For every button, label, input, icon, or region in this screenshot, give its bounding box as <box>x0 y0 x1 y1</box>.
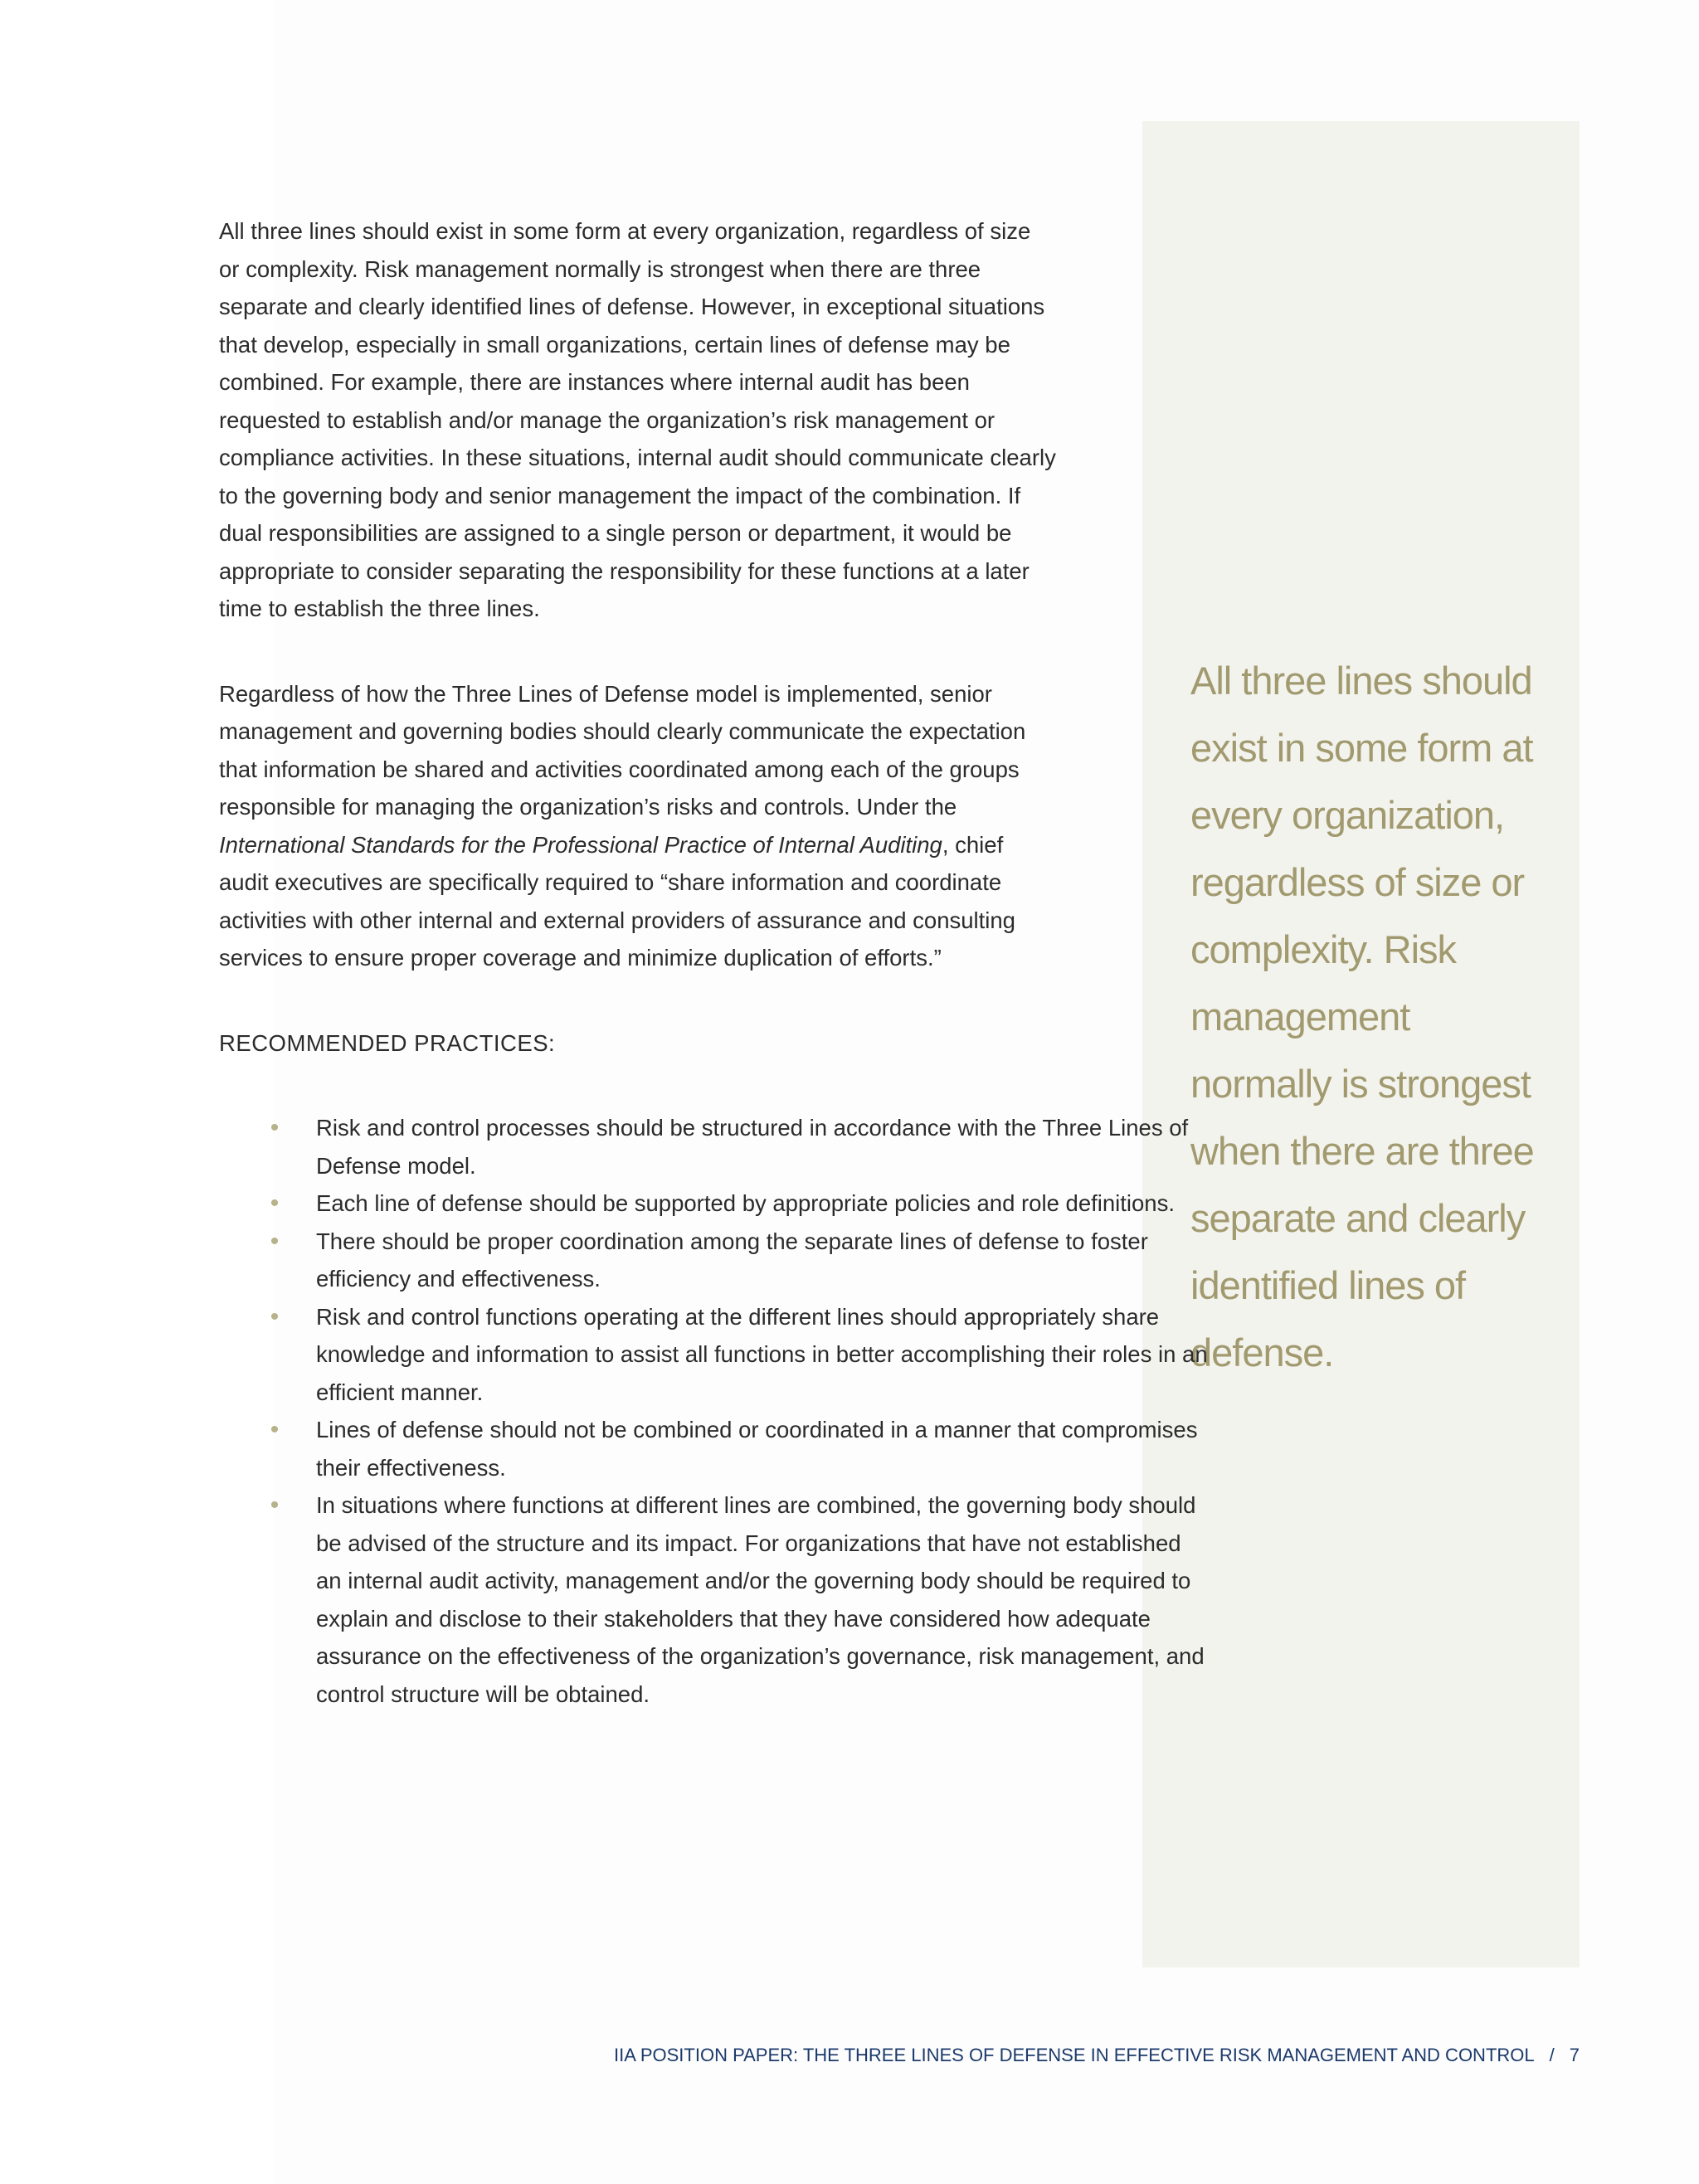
practice-text: In situations where functions at different lines are combined, the governing body should be advised of the structure and its impact. For organizations that have not established an internal audit activity, management and/or the governing body should be required to explain and disclose to their stakeholders that they have considered how adequate assurance on the effectiveness of the organization’s governance, risk management, and control structure will be obtained. <box>316 1492 1205 1707</box>
practice-item <box>270 1184 1212 1223</box>
practice-item <box>270 1298 1212 1412</box>
page-number: 7 <box>1569 2045 1580 2065</box>
body-paragraph-2 <box>219 675 1057 977</box>
practice-item <box>270 1223 1212 1298</box>
practice-text: Risk and control processes should be structured in accordance with the Three Lines of Defense model. <box>316 1115 1189 1179</box>
practice-item <box>270 1109 1212 1184</box>
footer-separator: / <box>1549 2045 1555 2065</box>
bullet-icon: • <box>270 1302 280 1330</box>
bullet-icon: • <box>270 1114 280 1141</box>
practice-text: There should be proper coordination among the separate lines of defense to foster efficiency and effectiveness. <box>316 1228 1148 1291</box>
bullet-icon: • <box>270 1189 280 1217</box>
recommended-practices-list <box>219 1109 1212 1713</box>
main-column <box>219 212 1208 1713</box>
footer-title: IIA POSITION PAPER: THE THREE LINES OF DEFENSE IN EFFECTIVE RISK MANAGEMENT AND CONTROL <box>614 2045 1535 2065</box>
practice-text: Each line of defense should be supported by appropriate policies and role definitions. <box>316 1190 1175 1216</box>
practice-item <box>270 1486 1212 1713</box>
practice-text: Risk and control functions operating at the different lines should appropriately share knowledge and information to assist all functions in better accomplishing their roles in an efficient manner. <box>316 1303 1208 1405</box>
bullet-icon: • <box>270 1491 280 1519</box>
body-paragraph-2-lead: Regardless of how the Three Lines of Defense model is implemented, senior management and governing bodies should clearly communicate the expectation that information be shared and activities coordinated among each of the groups responsible for managing the organization’s risks and controls. Under the <box>219 680 1026 820</box>
recommended-practices-heading: RECOMMENDED PRACTICES: <box>219 1029 556 1056</box>
bullet-icon: • <box>270 1227 280 1255</box>
bullet-icon: • <box>270 1416 280 1443</box>
practice-item <box>270 1411 1212 1486</box>
body-paragraph-2-rest: , chief audit executives are specifically required to “share information and coordinate activities with other internal and external providers of assurance and consulting services to ensure proper coverage and minimize duplication of efforts.” <box>219 831 1015 970</box>
pull-quote: All three lines should exist in some form at every organization, regardless of size or complexity. Risk management normally is strongest when there are three separate and clearly identified lines of defense. <box>1190 659 1534 1374</box>
page-footer <box>614 2045 1580 2066</box>
standards-title: International Standards for the Professional Practice of Internal Auditing <box>219 831 942 858</box>
practice-text: Lines of defense should not be combined or coordinated in a manner that compromises their effectiveness. <box>316 1417 1198 1481</box>
body-paragraph-1: All three lines should exist in some form at every organization, regardless of size or complexity. Risk management normally is strongest when there are three separate and clearly identified lines of defense. However, in exceptional situations that develop, especially in small organizations, certain lines of defense may be combined. For example, there are instances where internal audit has been requested to establish and/or manage the organization’s risk management or compliance activities. In these situations, internal audit should communicate clearly to the governing body and senior management the impact of the combination. If dual responsibilities are assigned to a single person or department, it would be appropriate to consider separating the responsibility for these functions at a later time to establish the three lines. <box>219 218 1056 621</box>
